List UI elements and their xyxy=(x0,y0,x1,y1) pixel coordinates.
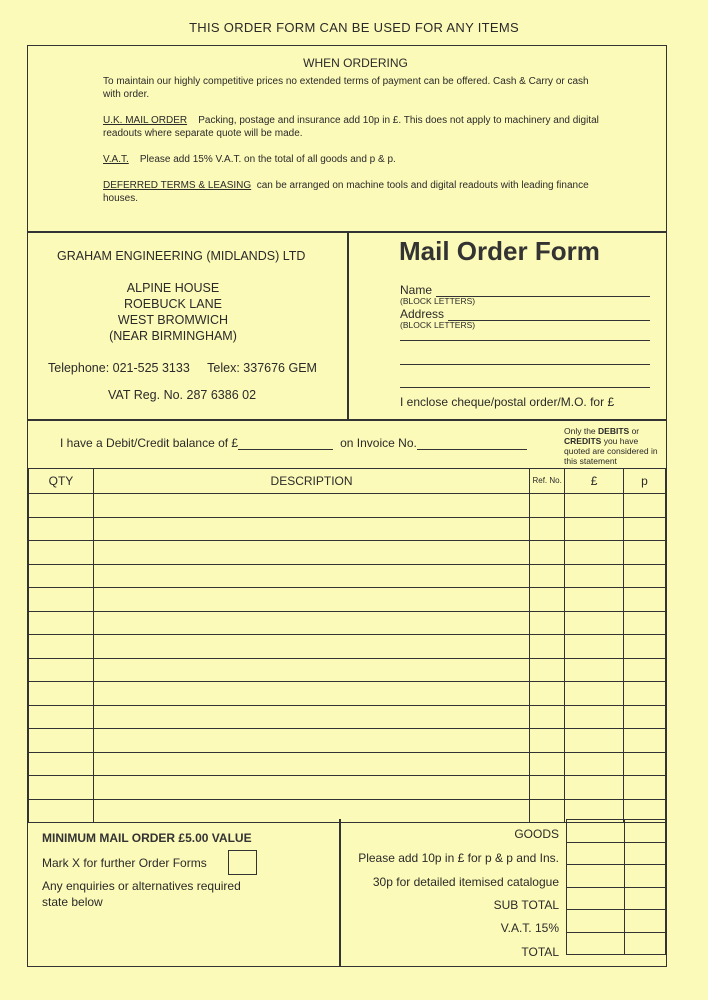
vat-label-total: V.A.T. 15% xyxy=(500,921,559,935)
note-credits: CREDITS xyxy=(564,436,602,446)
total-cell-pence[interactable] xyxy=(625,842,666,865)
telephone: Telephone: 021-525 3133 xyxy=(48,361,190,375)
totals-row-postage xyxy=(567,842,666,865)
cell-ref[interactable] xyxy=(530,564,565,588)
cell-ref[interactable] xyxy=(530,705,565,729)
enclose-text: I enclose cheque/postal order/M.O. for £ xyxy=(400,395,615,409)
mark-x-label: Mark X for further Order Forms xyxy=(42,856,207,870)
table-row xyxy=(29,635,666,659)
cell-pence[interactable] xyxy=(624,658,666,682)
deferred-label: DEFERRED TERMS & LEASING xyxy=(103,180,252,191)
telex: Telex: 337676 GEM xyxy=(207,361,317,375)
form-title: Mail Order Form xyxy=(399,236,600,266)
cell-pence[interactable] xyxy=(624,752,666,776)
total-cell-pounds[interactable] xyxy=(567,910,625,933)
table-row xyxy=(29,517,666,541)
table-row xyxy=(29,752,666,776)
address-line-4: (NEAR BIRMINGHAM) xyxy=(109,329,237,343)
total-cell-pounds[interactable] xyxy=(567,820,625,843)
table-row xyxy=(29,588,666,612)
note-debits: DEBITS xyxy=(598,426,630,436)
cell-pounds[interactable] xyxy=(565,517,624,541)
cell-ref[interactable] xyxy=(530,752,565,776)
cell-description[interactable] xyxy=(93,705,529,729)
vat-label: V.A.T. xyxy=(103,154,129,165)
cell-description[interactable] xyxy=(93,517,529,541)
totals-table xyxy=(566,819,666,955)
cell-pence[interactable] xyxy=(624,494,666,518)
cell-pounds[interactable] xyxy=(565,729,624,753)
deferred-text: can be arranged on machine tools and digital readouts with leading finance houses. xyxy=(103,180,589,204)
totals-row-catalogue xyxy=(567,865,666,888)
cell-qty[interactable] xyxy=(29,729,94,753)
cell-pence[interactable] xyxy=(624,705,666,729)
address-line-c xyxy=(400,387,650,388)
cell-qty[interactable] xyxy=(29,635,94,659)
address-line-3: WEST BROMWICH xyxy=(117,313,229,327)
cell-ref[interactable] xyxy=(530,729,565,753)
cell-description[interactable] xyxy=(93,635,529,659)
address-field[interactable] xyxy=(400,307,650,330)
divider-company xyxy=(347,231,349,420)
total-cell-pounds[interactable] xyxy=(567,932,625,955)
cell-pence[interactable] xyxy=(624,564,666,588)
balance-row xyxy=(60,436,527,450)
cell-ref[interactable] xyxy=(530,494,565,518)
table-row xyxy=(29,611,666,635)
cell-qty[interactable] xyxy=(29,682,94,706)
cell-pence[interactable] xyxy=(624,776,666,800)
vat-text: Please add 15% V.A.T. on the total of all goods and p & p. xyxy=(139,154,396,165)
cell-ref[interactable] xyxy=(530,635,565,659)
address-block-letters: (BLOCK LETTERS) xyxy=(400,320,476,330)
cell-ref[interactable] xyxy=(530,776,565,800)
cell-pounds[interactable] xyxy=(565,752,624,776)
cell-ref[interactable] xyxy=(530,588,565,612)
cell-description[interactable] xyxy=(93,541,529,565)
cell-pounds[interactable] xyxy=(565,588,624,612)
cell-qty[interactable] xyxy=(29,752,94,776)
table-row xyxy=(29,776,666,800)
col-qty: QTY xyxy=(29,469,94,494)
col-pence: p xyxy=(624,469,666,494)
cell-description[interactable] xyxy=(93,776,529,800)
cell-qty[interactable] xyxy=(29,799,94,823)
cell-description[interactable] xyxy=(93,752,529,776)
divider-header xyxy=(27,419,667,421)
cell-pence[interactable] xyxy=(624,729,666,753)
cell-description[interactable] xyxy=(93,658,529,682)
total-cell-pence[interactable] xyxy=(625,887,666,910)
mail-order-text: Packing, postage and insurance add 10p in £. This does not apply to machinery and digital readouts where separate quote will be made. xyxy=(103,115,599,139)
address-label: Address xyxy=(400,307,445,321)
cell-pounds[interactable] xyxy=(565,705,624,729)
cell-qty[interactable] xyxy=(29,611,94,635)
vat-note xyxy=(103,153,608,166)
mail-order-label: U.K. MAIL ORDER xyxy=(103,115,188,126)
total-cell-pounds[interactable] xyxy=(567,887,625,910)
cell-qty[interactable] xyxy=(29,541,94,565)
name-label: Name xyxy=(400,283,433,297)
cell-ref[interactable] xyxy=(530,517,565,541)
cell-description[interactable] xyxy=(93,494,529,518)
cell-ref[interactable] xyxy=(530,682,565,706)
subtotal-label: SUB TOTAL xyxy=(493,898,559,912)
totals-row-subtotal xyxy=(567,887,666,910)
order-items-table xyxy=(28,468,666,823)
when-ordering-heading: WHEN ORDERING xyxy=(303,56,408,70)
postage-label: Please add 10p in £ for p & p and Ins. xyxy=(358,851,559,865)
cell-pounds[interactable] xyxy=(565,564,624,588)
table-row xyxy=(29,705,666,729)
company-name: GRAHAM ENGINEERING (MIDLANDS) LTD xyxy=(57,249,306,263)
cell-pounds[interactable] xyxy=(565,776,624,800)
company-address xyxy=(28,280,348,344)
cell-pounds[interactable] xyxy=(565,658,624,682)
table-row xyxy=(29,541,666,565)
name-field[interactable] xyxy=(400,283,650,306)
address-line-b xyxy=(400,364,650,365)
cell-pounds[interactable] xyxy=(565,541,624,565)
totals-row-vat xyxy=(567,910,666,933)
company-block xyxy=(28,249,348,402)
vat-reg: VAT Reg. No. 287 6386 02 xyxy=(108,388,257,402)
cell-qty[interactable] xyxy=(29,494,94,518)
ordering-intro: To maintain our highly competitive prices no extended terms of payment can be offered. Cash & Carry or cash with order. xyxy=(103,76,589,100)
cell-qty[interactable] xyxy=(29,705,94,729)
cell-pence[interactable] xyxy=(624,541,666,565)
table-row xyxy=(29,682,666,706)
contact-line xyxy=(28,361,348,375)
table-row xyxy=(29,729,666,753)
cell-ref[interactable] xyxy=(530,611,565,635)
enquiries-note: Any enquiries or alternatives required state below xyxy=(42,879,241,909)
deferred-note xyxy=(103,179,608,205)
balance-input[interactable] xyxy=(238,437,333,450)
totals-row-goods xyxy=(567,820,666,843)
debits-credits-note xyxy=(564,426,664,466)
cell-pence[interactable] xyxy=(624,611,666,635)
cell-pounds[interactable] xyxy=(565,682,624,706)
cell-pence[interactable] xyxy=(624,682,666,706)
table-row xyxy=(29,494,666,518)
address-line-a xyxy=(400,340,650,341)
divider-footer-vertical xyxy=(339,819,341,967)
note-text-1: Only the xyxy=(564,426,596,436)
cell-pounds[interactable] xyxy=(565,635,624,659)
cell-qty[interactable] xyxy=(29,776,94,800)
total-cell-pence[interactable] xyxy=(625,932,666,955)
col-ref: Ref. No. xyxy=(530,469,565,494)
mark-x-checkbox[interactable] xyxy=(228,850,257,875)
table-row xyxy=(29,564,666,588)
invoice-input[interactable] xyxy=(417,437,527,450)
cell-description[interactable] xyxy=(93,799,529,823)
address-line-1: ALPINE HOUSE xyxy=(126,281,220,295)
note-text-2: or xyxy=(631,426,640,436)
col-pounds: £ xyxy=(565,469,624,494)
cell-pence[interactable] xyxy=(624,588,666,612)
cell-pence[interactable] xyxy=(624,517,666,541)
col-description: DESCRIPTION xyxy=(93,469,529,494)
cell-description[interactable] xyxy=(93,682,529,706)
cell-qty[interactable] xyxy=(29,517,94,541)
totals-labels xyxy=(345,822,559,964)
total-cell-pence[interactable] xyxy=(625,820,666,843)
cell-qty[interactable] xyxy=(29,588,94,612)
cell-ref[interactable] xyxy=(530,799,565,823)
cell-ref[interactable] xyxy=(530,658,565,682)
cell-description[interactable] xyxy=(93,611,529,635)
total-label: TOTAL xyxy=(521,945,559,959)
minimum-order: MINIMUM MAIL ORDER £5.00 VALUE xyxy=(42,831,252,845)
total-cell-pounds[interactable] xyxy=(567,865,625,888)
table-header-row xyxy=(29,469,666,494)
note-text-3: you have quoted are considered in this statement xyxy=(564,436,658,466)
name-block-letters: (BLOCK LETTERS) xyxy=(400,296,476,306)
cell-description[interactable] xyxy=(93,729,529,753)
total-cell-pence[interactable] xyxy=(625,910,666,933)
table-row xyxy=(29,658,666,682)
catalogue-label: 30p for detailed itemised catalogue xyxy=(372,875,559,889)
address-line-2: ROEBUCK LANE xyxy=(124,297,222,311)
cell-description[interactable] xyxy=(93,564,529,588)
cell-qty[interactable] xyxy=(29,564,94,588)
total-cell-pence[interactable] xyxy=(625,865,666,888)
mail-order-note xyxy=(103,114,608,140)
cell-qty[interactable] xyxy=(29,658,94,682)
cell-pounds[interactable] xyxy=(565,494,624,518)
goods-label: GOODS xyxy=(514,827,559,841)
when-ordering-section xyxy=(103,56,608,205)
totals-row-total xyxy=(567,932,666,955)
balance-text: I have a Debit/Credit balance of £ xyxy=(60,436,239,450)
form-top-title: THIS ORDER FORM CAN BE USED FOR ANY ITEMS xyxy=(189,20,519,35)
cell-pounds[interactable] xyxy=(565,611,624,635)
total-cell-pounds[interactable] xyxy=(567,842,625,865)
invoice-label: on Invoice No. xyxy=(340,436,417,450)
cell-description[interactable] xyxy=(93,588,529,612)
cell-pence[interactable] xyxy=(624,635,666,659)
cell-ref[interactable] xyxy=(530,541,565,565)
